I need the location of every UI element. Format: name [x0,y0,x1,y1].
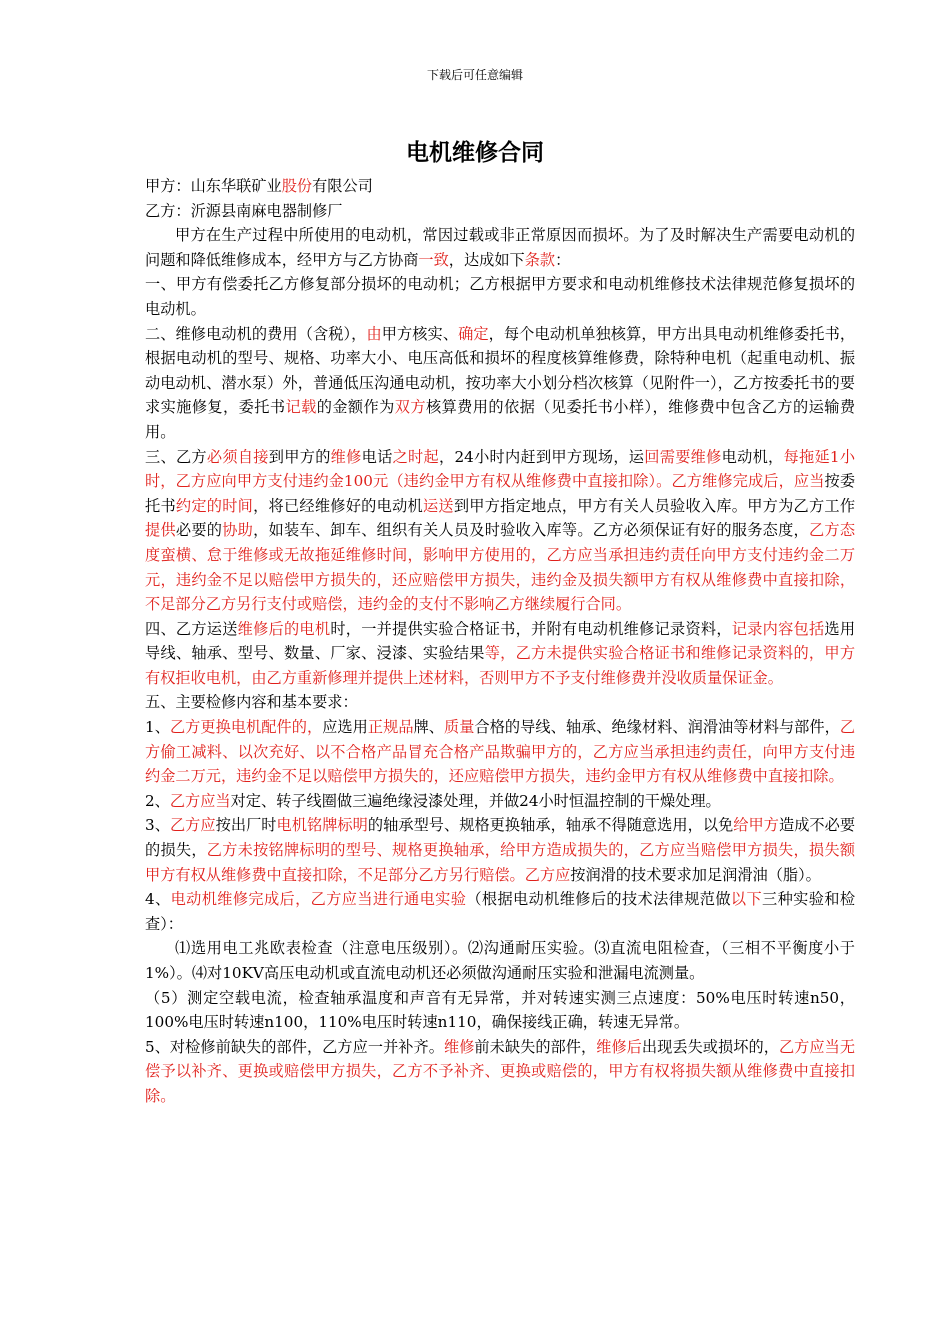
highlighted-text: 由 [366,324,382,343]
highlighted-text: 乙方应当无偿予以补齐、更换或赔偿甲方损失，乙方不予补齐、更换或赔偿的，甲方有权将损失额从维修费中直接扣除。 [145,1037,856,1105]
text-segment: 时，一并提供实验合格证书，并附有电动机维修记录资料， [330,619,732,638]
highlighted-text: 记录内容包括 [731,619,825,638]
highlighted-text: 一致 [418,250,449,269]
text-segment: 电话 [361,447,393,466]
text-segment: ，24小时内赶到甲方现场，运 [439,447,645,466]
text-segment: 三、乙方 [145,447,207,466]
text-segment: （根据电动机维修后的技术法律规范做 [466,890,731,909]
highlighted-text: 乙方未按铭牌标明的型号、规格更换轴承，给甲方造成损失的，乙方应当赔偿甲方损失，损失额甲方有权从维修费中直接扣除，不足部分乙方另行赔偿。乙方应 [145,841,856,884]
text-segment: 四、乙方运送 [145,619,238,638]
highlighted-text: 约定的时间 [175,496,254,515]
highlighted-text: 每拖延1小时，乙方应向甲方支付违约金100元（违约金甲方有权从维修费中直接扣除）。乙方维修完成后，应当 [145,447,856,491]
highlighted-text: 乙方应当 [169,791,231,810]
text-segment: 出现丢失或损坏的， [641,1037,779,1056]
highlighted-text: 维修 [443,1037,475,1056]
highlighted-text: 股份 [281,177,313,195]
paragraph-intro [145,223,855,272]
highlighted-text: 乙方偷工减料、以次充好、以不合格产品冒充合格产品欺骗甲方的，乙方应当承担违约责任，向甲方支付违约金二万元，违约金不足以赔偿甲方损失的，还应赔偿甲方损失，违约金甲方有权从维修费中直接扣除。 [145,718,856,786]
text-segment: 甲方在生产过程中所使用的电动机，常因过载或非正常原因而损坏。为了及时解决生产需要电动机的问题和降低维修成本，经甲方与乙方协商 [145,226,855,269]
paragraph-item-5-5 [145,1035,855,1109]
text-segment: ⑴选用电工兆欧表检查（注意电压级别）。⑵沟通耐压实验。⑶直流电阻检查，（三相不平衡度小于1%）。⑷对10KV高压电动机或直流电动机还必须做沟通耐压实验和泄漏电流测量。 [145,939,855,982]
text-segment: 的轴承型号、规格更换轴承，轴承不得随意选用，以免 [367,816,734,835]
text-segment: ，如装车、卸车、组织有关人员及时验收入库等。乙方必须保证有好的服务态度， [253,521,809,540]
highlighted-text: 协助 [222,521,254,540]
text-segment: 核算费用的依据（见委托书小样），维修费中包含乙方的运输费用。 [145,398,856,441]
highlighted-text: 确定 [458,324,489,343]
highlighted-text: 电动机维修完成后，乙方应当进行通电实验 [170,890,467,909]
paragraph-clause-4 [145,617,855,691]
text-segment: 4、 [145,890,171,909]
paragraph-clause-3 [145,445,855,617]
highlighted-text: 双方 [394,398,426,417]
highlighted-text: 维修后的电机 [237,619,331,638]
text-segment: 5、对检修前缺失的部件，乙方应一并补齐。 [145,1037,444,1056]
text-segment: 对定、转子线圈做三遍绝缘浸漆处理，并做24小时恒温控制的干燥处理。 [230,791,721,810]
page-header: 下载后可任意编辑 [426,68,523,82]
highlighted-text: 之时起 [392,447,439,466]
text-segment: 按委托书 [145,472,856,515]
paragraph-item-5-3 [145,813,855,887]
paragraph-item-5-1 [145,715,855,789]
paragraph-party-b [145,199,855,224]
contract-body [145,174,855,1109]
highlighted-text: 维修 [330,447,362,466]
text-segment: ，将 [253,496,284,515]
text-segment: 按润滑的技术要求加足润滑油（脂）。 [570,865,821,884]
highlighted-text: 电机铭牌标明 [276,816,368,835]
contract-title: 电机维修合同 [406,140,544,166]
text-segment: 到甲方的 [268,447,331,466]
text-segment: 电动机， [721,447,784,466]
text-segment: 1、 [145,718,170,737]
highlighted-text: 正规品 [367,718,414,737]
text-segment: 三种实验和检查）： [145,890,856,933]
text-segment: 选用导线、轴承、型号、数量、厂家、浸漆、实验结果 [145,619,856,663]
text-segment: 有限公司 [312,177,373,195]
highlighted-text: 回需要维修 [644,447,722,466]
highlighted-text: 提供 [145,521,176,540]
text-segment: 合格的导线、轴承、绝缘材料、润滑油等材料与部件， [474,718,840,737]
paragraph-item-5-4-5 [145,986,855,1035]
paragraph-item-5-2 [145,789,855,814]
highlighted-text: 以下 [730,890,763,909]
paragraph-clause-5 [145,690,855,715]
text-segment: （5）测定空载电流，检查轴承温度和声音有无异常，并对转速实测三点速度：50%电压时转速n50，100%电压时转速n100，110%电压时转速n110，确保接线正确，转速无异常。 [145,988,855,1032]
text-segment: 已经维修好的电动机 [283,496,423,515]
text-segment: 2、 [145,791,170,810]
text-segment: ，每个电动机单独核算，甲方出具电动机维修委托书，根据电动机的型号、规格、功率大小、电压高低和损坏的程度核算维修费，除特种电机（起重电动机、振动电动机、潜水泵）外，普通低压沟通电动机，按功率大小划分档次核算（见附件一），乙方按委托书的要求实施修复，委托书 [145,324,856,417]
text-segment: ，达成如下 [448,250,525,269]
text-segment: 甲方核实、 [381,324,459,343]
text-segment: 3、 [145,816,170,835]
highlighted-text: 质量 [444,718,475,737]
text-segment: 到甲方指定地点，甲方有关人员验收入库。甲方为乙方工作 [453,496,856,515]
highlighted-text: 运送 [422,496,454,515]
text-segment: 甲方：山东华联矿业 [145,177,282,195]
text-segment: 造成不必要的损失， [145,816,856,860]
text-segment: 前未缺失的部件， [474,1037,597,1056]
highlighted-text: 乙方更换电机配件的， [169,718,323,737]
text-segment: 牌、 [413,718,445,737]
text-segment: 必要的 [175,521,223,540]
highlighted-text: 给甲方 [733,816,779,835]
highlighted-text: 维修后 [596,1037,642,1056]
text-segment: 应选用 [322,718,368,737]
text-segment: ： [555,250,571,269]
text-segment: 二、维修电动机的费用（含税）， [145,324,367,343]
text-segment: 按出厂时 [215,816,277,835]
highlighted-text: 记载 [285,398,317,417]
highlighted-text: 乙方应 [169,816,216,835]
text-segment: 五、主要检修内容和基本要求： [145,693,358,712]
highlighted-text: 必须自接 [206,447,269,466]
paragraph-party-a [145,174,855,199]
paragraph-clause-2 [145,322,855,445]
paragraph-item-5-4 [145,887,855,936]
highlighted-text: 条款 [524,250,556,269]
paragraph-item-5-4-tests [145,936,855,985]
highlighted-text: 等，乙方未提供实验合格证书和维修记录资料的，甲方有权拒收电机，由乙方重新修理并提供上述材料，否则甲方不予支付维修费并没收质量保证金。 [145,644,856,687]
paragraph-clause-1 [145,272,855,321]
text-segment: 的金额作为 [316,398,395,417]
highlighted-text: 乙方态度蛮横、怠于维修或无故拖延维修时间，影响甲方使用的，乙方应当承担违约责任向甲方支付违约金二万元，违约金不足以赔偿甲方损失的，还应赔偿甲方损失，违约金及损失额甲方有权从维修费中直接扣除，不足部分乙方另行支付或赔偿，违约金的支付不影响乙方继续履行合同。 [145,521,856,614]
text-segment: 一、甲方有偿委托乙方修复部分损坏的电动机；乙方根据甲方要求和电动机维修技术法律规范修复损坏的电动机。 [145,275,855,318]
text-segment: 乙方：沂源县南麻电器制修厂 [145,201,343,220]
